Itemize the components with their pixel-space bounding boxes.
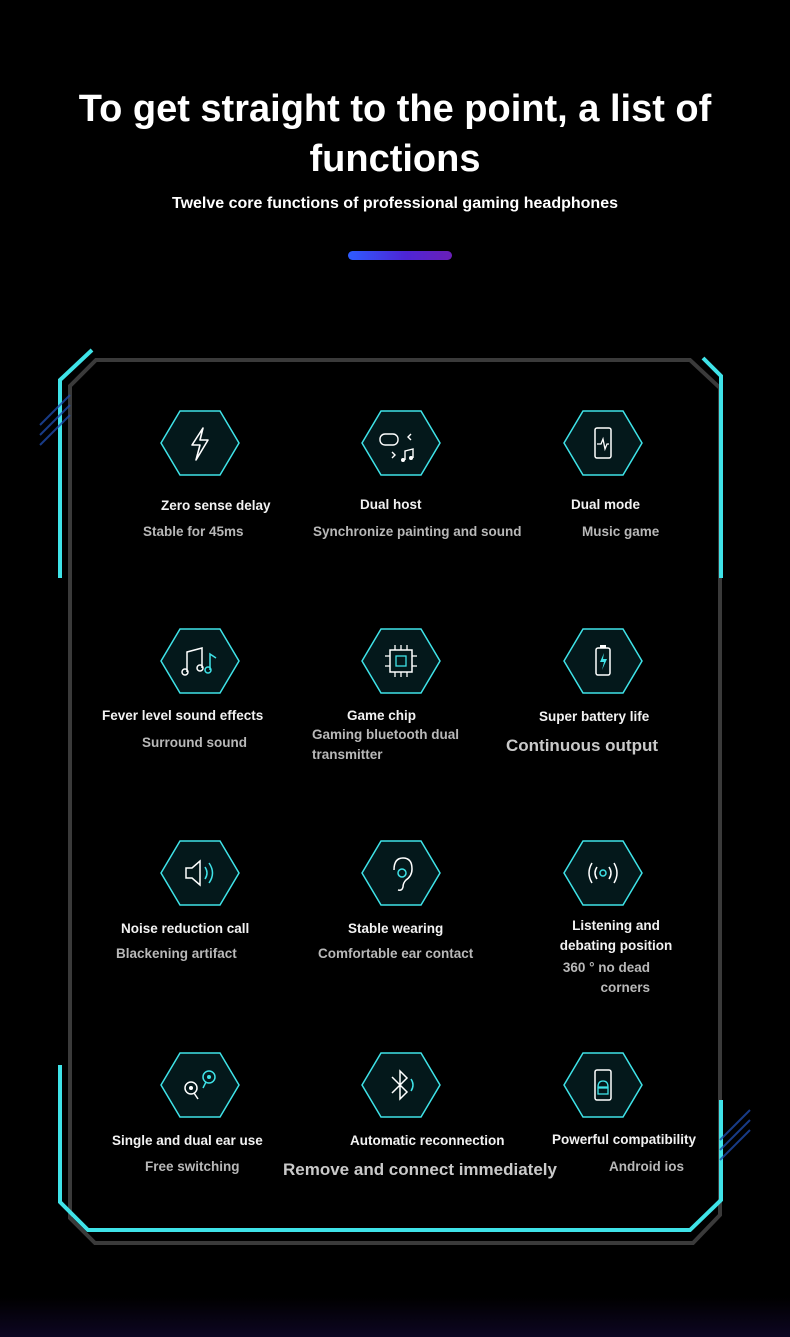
feature-label: Powerful compatibility	[552, 1132, 697, 1147]
android-phone-icon	[563, 1052, 643, 1118]
feature-label: Stable wearing	[348, 921, 444, 936]
feature-sub: 360 ° no dead corners	[562, 960, 650, 995]
feature-sub: Surround sound	[142, 735, 247, 750]
feature-label: Fever level sound effects	[102, 708, 264, 723]
feature-label: Game chip	[347, 708, 417, 723]
feature-sub: Continuous output	[506, 736, 659, 755]
feature-sub: Blackening artifact	[116, 946, 237, 961]
bluetooth-icon	[361, 1052, 441, 1118]
feature-sub: Synchronize painting and sound	[313, 524, 522, 539]
feature-sub: Free switching	[145, 1159, 240, 1174]
ear-icon	[361, 840, 441, 906]
bottom-gradient	[0, 1297, 790, 1337]
accent-divider	[348, 251, 452, 260]
feature-label: Listening and debating position	[559, 918, 673, 953]
signal-icon	[563, 840, 643, 906]
page-subtitle: Twelve core functions of professional gaming headphones	[172, 195, 618, 212]
chip-icon	[361, 628, 441, 694]
feature-sub: Gaming bluetooth dual transmitter	[312, 727, 459, 762]
feature-sub: Remove and connect immediately	[283, 1160, 557, 1179]
gamepad-music-icon	[361, 410, 441, 476]
feature-label: Dual mode	[571, 497, 641, 512]
music-notes-icon	[160, 628, 240, 694]
feature-label: Automatic reconnection	[350, 1133, 505, 1148]
lightning-icon	[160, 410, 240, 476]
feature-frame	[0, 340, 790, 1260]
feature-label: Zero sense delay	[161, 498, 271, 513]
feature-label: Single and dual ear use	[112, 1133, 263, 1148]
phone-pulse-icon	[563, 410, 643, 476]
speaker-icon	[160, 840, 240, 906]
feature-sub: Comfortable ear contact	[318, 946, 474, 961]
earbuds-icon	[160, 1052, 240, 1118]
feature-label: Super battery life	[539, 709, 650, 724]
feature-sub: Music game	[582, 524, 660, 539]
feature-sub: Android ios	[609, 1159, 684, 1174]
feature-label: Dual host	[360, 497, 422, 512]
feature-label: Noise reduction call	[121, 921, 250, 936]
battery-icon	[563, 628, 643, 694]
feature-sub: Stable for 45ms	[143, 524, 244, 539]
page-title: To get straight to the point, a list of functions	[78, 88, 712, 180]
